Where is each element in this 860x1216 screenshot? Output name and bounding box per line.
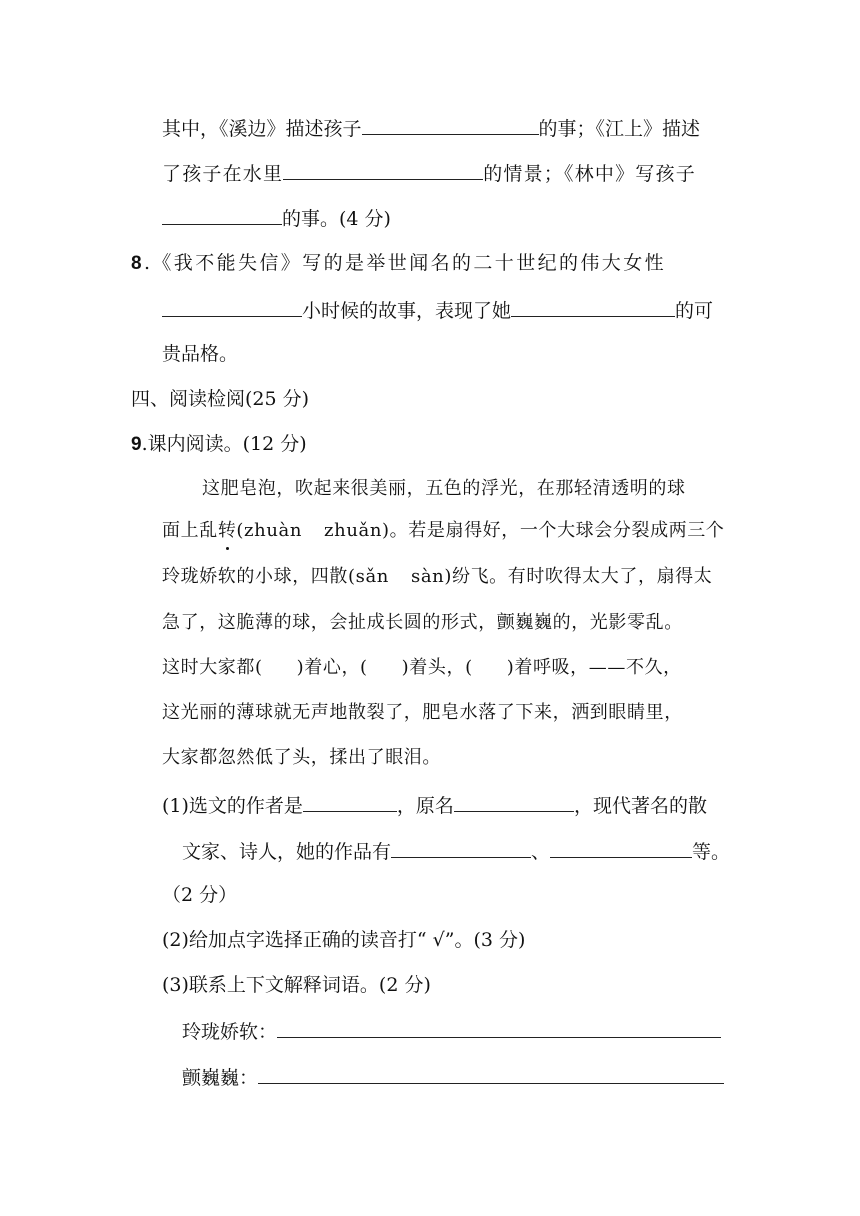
subq1-text: (1)选文的作者是 (162, 795, 303, 817)
passage-line-3 (162, 564, 712, 590)
q8-number: 8 (131, 253, 144, 274)
passage-line-1: 这肥皂泡，吹起来很美丽，五色的浮光，在那轻清透明的球 (202, 478, 686, 499)
passage-text: 面上乱 (162, 520, 218, 541)
q8-line-2 (162, 296, 713, 324)
passage-line-2 (162, 518, 724, 544)
word-label: 玲珑娇软： (182, 1021, 278, 1043)
passage-text: 玲珑娇软的小球，四散 (162, 566, 348, 587)
q8-blank-1[interactable] (162, 296, 302, 317)
q9-number: 9 (131, 434, 142, 455)
section-title: 四、阅读检阅(25 分) (131, 388, 310, 410)
q7-line-1 (162, 114, 700, 142)
q7-text: 的事。(4 分) (282, 208, 391, 230)
word-2-answer-blank[interactable] (258, 1063, 724, 1084)
passage-line-4: 急了，这脆薄的球，会扯成长圆的形式，颤巍巍的，光影零乱。 (162, 612, 683, 633)
original-name-blank[interactable] (454, 791, 574, 812)
pinyin-option[interactable]: (sǎn (348, 566, 389, 587)
subq1-text: 等。 (692, 841, 731, 863)
q8-line-1 (131, 250, 666, 277)
word-1-answer-blank[interactable] (277, 1017, 721, 1038)
dotted-character: 转 (218, 518, 237, 544)
q8-text: 贵品格。 (162, 343, 239, 365)
passage-text: )着呼吸，——不久， (506, 657, 682, 678)
passage-text: 纷飞。有时吹得太大了，扇得太 (451, 566, 713, 587)
q7-text: 的事；《江上》描述 (538, 118, 701, 140)
author-blank[interactable] (303, 791, 397, 812)
subq1-points: （2 分） (162, 884, 238, 906)
q8-text: .《我不能失信》写的是举世闻名的二十世纪的伟大女性 (143, 252, 667, 274)
passage-text: )着头，( (401, 657, 473, 678)
q9-title-line (131, 431, 307, 458)
subq1-text: ，原名 (396, 795, 454, 817)
q9-title: .课内阅读。(12 分) (141, 433, 307, 455)
works-blank-2[interactable] (550, 837, 692, 858)
pinyin-option[interactable]: zhuǎn) (324, 520, 390, 541)
q7-blank-3[interactable] (162, 204, 282, 225)
subq1-text: 、 (531, 841, 551, 863)
works-blank-1[interactable] (391, 837, 531, 858)
pinyin-option[interactable]: sàn) (410, 566, 452, 587)
word-1-line (182, 1017, 721, 1045)
q8-blank-2[interactable] (511, 296, 675, 317)
q7-text: 其中，《溪边》描述孩子 (162, 118, 362, 140)
q7-blank-1[interactable] (362, 114, 539, 135)
subq1-line-2 (182, 837, 730, 865)
passage-text: 这时大家都( (162, 657, 263, 678)
subq1-line-1 (162, 791, 707, 819)
passage-line-5 (162, 655, 682, 681)
word-2-line (182, 1063, 724, 1091)
q7-blank-2[interactable] (283, 159, 483, 180)
subq2-line: (2)给加点字选择正确的读音打“ √”。(3 分) (162, 929, 526, 951)
q7-text: 的情景；《林中》写孩子 (483, 163, 696, 185)
passage-text: 。若是扇得好，一个大球会分裂成两三个 (389, 520, 725, 541)
subq1-text: ，现代著名的散 (573, 795, 707, 817)
q7-text: 了孩子在水里 (162, 163, 284, 185)
q8-text: 的可 (675, 300, 714, 322)
q7-line-2 (162, 159, 696, 187)
word-label: 颤巍巍： (182, 1067, 259, 1089)
passage-line-6: 这光丽的薄球就无声地散裂了，肥皂水落了下来，洒到眼睛里， (162, 702, 683, 723)
q8-line-3 (162, 341, 238, 367)
subq3-line: (3)联系上下文解释词语。(2 分) (162, 974, 431, 996)
subq1-text: 文家、诗人，她的作品有 (182, 841, 392, 863)
passage-line-7: 大家都忽然低了头，揉出了眼泪。 (162, 747, 441, 768)
q7-line-3 (162, 204, 391, 232)
passage-text: )着心，( (296, 657, 368, 678)
pinyin-option[interactable]: (zhuàn (236, 520, 303, 541)
q8-text: 小时候的故事，表现了她 (302, 300, 512, 322)
